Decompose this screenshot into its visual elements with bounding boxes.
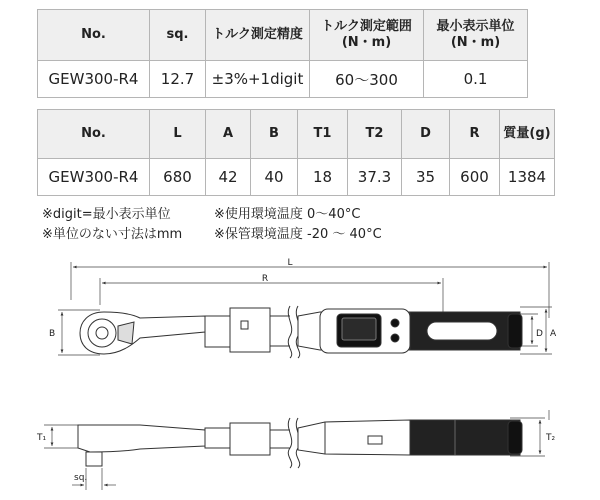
torque-sleeve — [230, 308, 270, 352]
shaft-front — [205, 316, 230, 347]
header-range-label: トルク測定範囲 — [321, 19, 412, 34]
side-button-bump — [368, 436, 382, 444]
cell-sq: 12.7 — [150, 61, 206, 98]
cell-model: GEW300-R4 — [38, 61, 150, 98]
cell-B: 40 — [251, 159, 298, 196]
button-upper — [391, 319, 399, 327]
header-range-unit: (N・m) — [341, 35, 392, 50]
cell-T2: 37.3 — [348, 159, 402, 196]
side-break-line-left — [288, 418, 291, 468]
shaft-mid — [270, 316, 290, 346]
note-digit: ※digit=最小表示単位 — [42, 207, 171, 222]
dim-label-R: R — [261, 274, 269, 284]
note-operating-temp: ※使用環境温度 0〜40°C — [214, 207, 361, 222]
header-accuracy: トルク測定精度 — [206, 10, 310, 61]
cell-range: 60〜300 — [310, 61, 424, 98]
header-min-unit-label: 最小表示単位 — [436, 19, 515, 34]
side-grip-handle — [410, 420, 520, 455]
side-shaft-front — [205, 428, 230, 448]
cell-accuracy: ±3%+1digit — [206, 61, 310, 98]
dim-label-T2: T₂ — [546, 433, 556, 443]
header-sq: sq. — [150, 10, 206, 61]
header-no: No. — [38, 10, 150, 61]
header-T2: T2 — [348, 110, 402, 159]
ratchet-lever — [118, 322, 134, 344]
dim-label-L: L — [287, 258, 293, 268]
header-A: A — [206, 110, 251, 159]
side-ratchet-head — [78, 425, 205, 452]
grip-end-cap — [508, 314, 522, 348]
cell-A: 42 — [206, 159, 251, 196]
side-square-drive — [86, 452, 102, 466]
header-mass: 質量(g) — [500, 110, 555, 159]
wrench-top-view — [80, 306, 522, 358]
cell-model: GEW300-R4 — [38, 159, 150, 196]
ratchet-drive-inner — [96, 327, 108, 339]
side-shaft-mid — [270, 430, 290, 448]
header-R: R — [450, 110, 500, 159]
dim-label-A: A — [550, 329, 557, 339]
dim-label-B: B — [49, 329, 56, 339]
note-units: ※単位のない寸法はmm — [42, 227, 183, 242]
dim-label-D: D — [536, 329, 543, 339]
dim-label-T1: T₁ — [37, 433, 47, 443]
display-lcd — [342, 318, 376, 340]
grip-slot — [427, 322, 497, 340]
side-grip-end-cap — [508, 421, 522, 454]
break-line-left — [288, 306, 291, 358]
cell-L: 680 — [150, 159, 206, 196]
header-min-unit-unit: (N・m) — [450, 35, 501, 50]
cell-D: 35 — [402, 159, 450, 196]
cell-T1: 18 — [298, 159, 348, 196]
header-L: L — [150, 110, 206, 159]
header-D: D — [402, 110, 450, 159]
wrench-side-view — [78, 418, 522, 468]
dim-label-sq: sq. — [74, 473, 88, 483]
cell-mass: 1384 — [500, 159, 555, 196]
header-B: B — [251, 110, 298, 159]
note-storage-temp: ※保管環境温度 -20 〜 40°C — [214, 227, 382, 242]
cell-min-unit: 0.1 — [424, 61, 528, 98]
cell-R: 600 — [450, 159, 500, 196]
header-no: No. — [38, 110, 150, 159]
sleeve-window — [241, 321, 248, 329]
header-T1: T1 — [298, 110, 348, 159]
button-lower — [391, 334, 399, 342]
side-torque-sleeve — [230, 423, 270, 455]
